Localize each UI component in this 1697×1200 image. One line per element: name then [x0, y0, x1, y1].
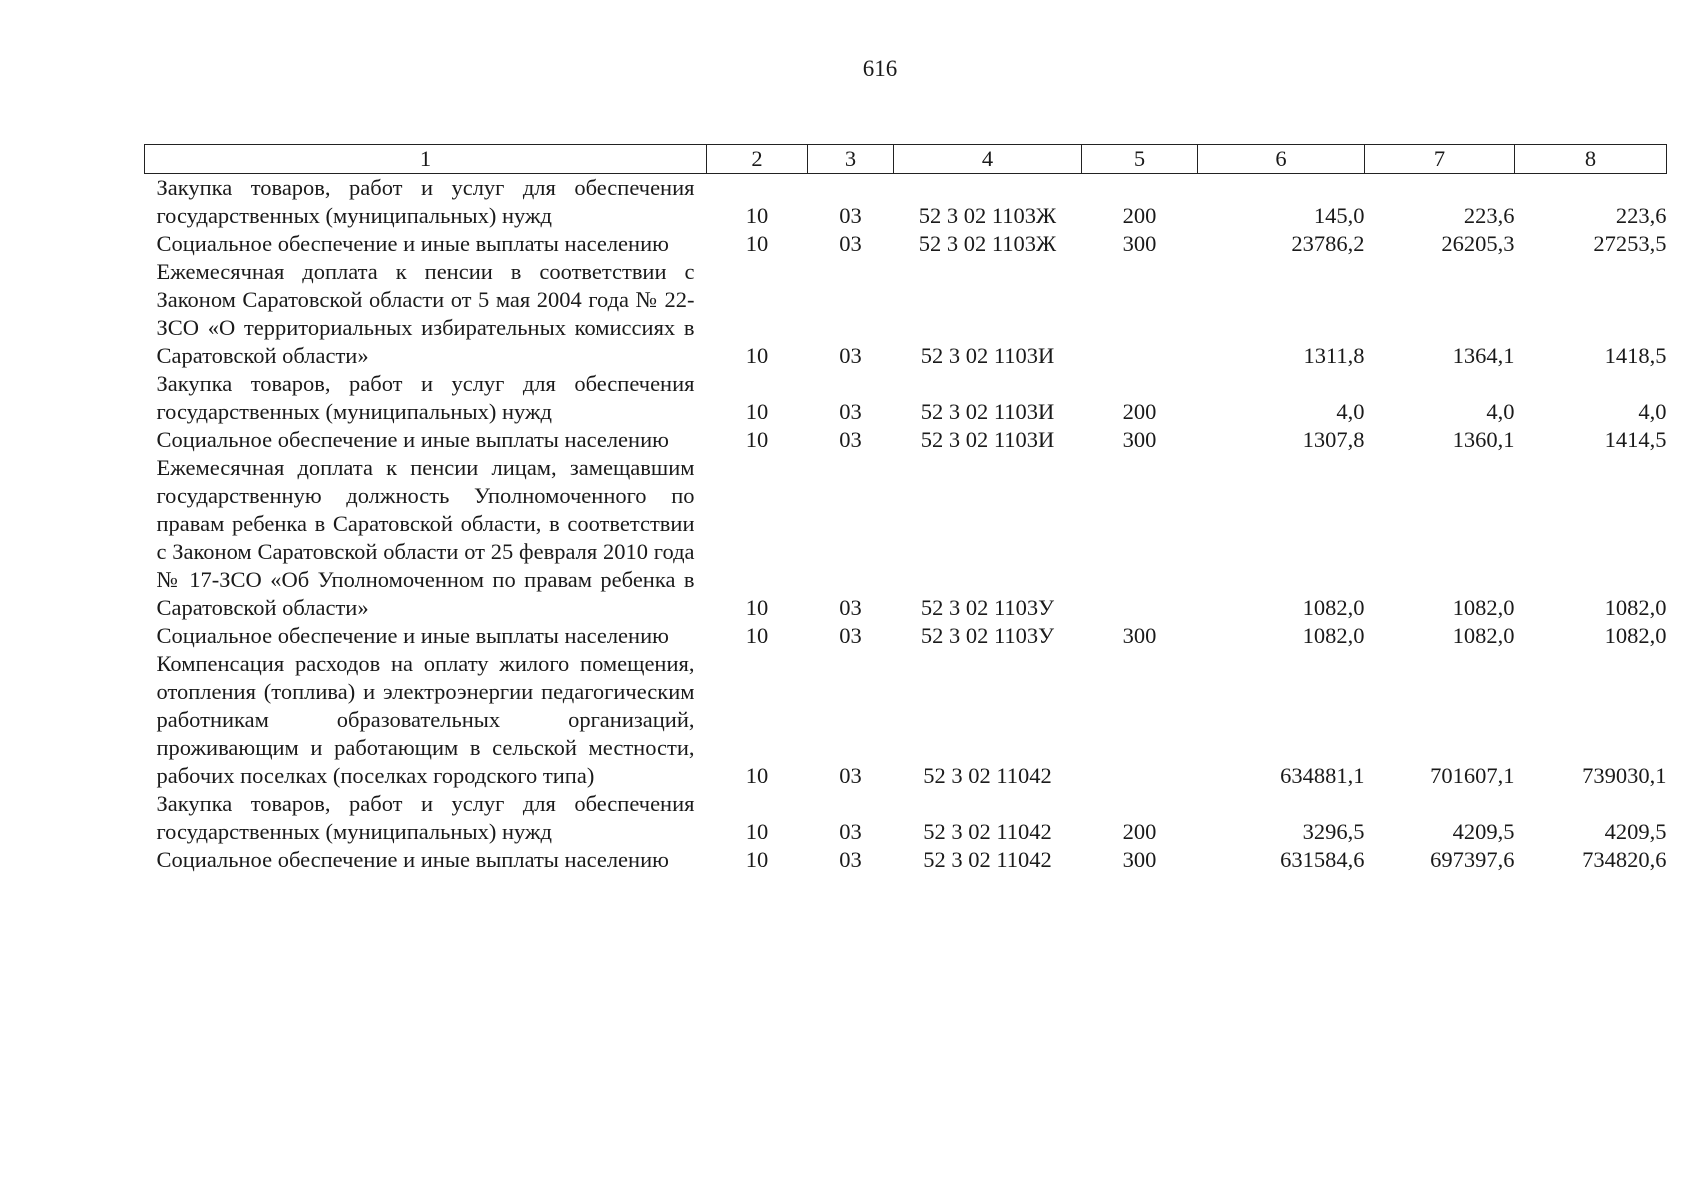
- expense-type-code: 200: [1122, 819, 1157, 844]
- section-code: 10: [745, 343, 769, 368]
- subsection-code: 03: [839, 847, 862, 872]
- section-code: 10: [745, 231, 769, 256]
- amount-col7: 697397,6: [1430, 847, 1515, 872]
- amount-col8: 27253,5: [1593, 231, 1667, 256]
- header-row: [145, 145, 1667, 174]
- column-header: 4: [894, 145, 1082, 174]
- column-header: 6: [1198, 145, 1365, 174]
- amount-col8: 1082,0: [1604, 595, 1667, 620]
- section-code: 10: [745, 427, 769, 452]
- table-header: [145, 145, 1667, 174]
- section-code: 10: [745, 763, 769, 788]
- column-header: 8: [1515, 145, 1667, 174]
- amount-col6: 1307,8: [1302, 427, 1365, 452]
- table-row: [145, 846, 1667, 874]
- section-code: 10: [745, 399, 769, 424]
- amount-col7: 1082,0: [1452, 623, 1515, 648]
- amount-col8: 4,0: [1638, 399, 1667, 424]
- amount-col8: 1082,0: [1604, 623, 1667, 648]
- row-description: Социальное обеспечение и иные выплаты населению: [156, 623, 669, 648]
- amount-col8: 1418,5: [1604, 343, 1667, 368]
- amount-col7: 1082,0: [1452, 595, 1515, 620]
- amount-col6: 145,0: [1313, 203, 1365, 228]
- amount-col7: 4209,5: [1452, 819, 1515, 844]
- target-article-code: 52 3 02 11042: [923, 847, 1052, 872]
- target-article-code: 52 3 02 1103У: [920, 623, 1055, 648]
- expense-type-code: 200: [1122, 399, 1157, 424]
- table-row: [145, 454, 1667, 622]
- amount-col7: 1360,1: [1452, 427, 1515, 452]
- expense-type-code: 300: [1122, 623, 1157, 648]
- amount-col6: 631584,6: [1280, 847, 1365, 872]
- expense-type-code: 300: [1122, 231, 1157, 256]
- row-description: Ежемесячная доплата к пенсии лицам, замещавшим государственную должность Уполномоченного по правам ребенка в Саратовской области, в соответствии с Законом Саратовской области от 25 февраля 2010 года № 17-ЗСО «Об Уполномоченном по правам ребенка в Саратовской области»: [156, 455, 695, 620]
- amount-col8: 1414,5: [1604, 427, 1667, 452]
- target-article-code: 52 3 02 11042: [923, 819, 1052, 844]
- column-header: 5: [1082, 145, 1198, 174]
- table-row: [145, 790, 1667, 846]
- amount-col6: 4,0: [1336, 399, 1365, 424]
- table-row: [145, 370, 1667, 426]
- amount-col7: 4,0: [1486, 399, 1515, 424]
- amount-col6: 634881,1: [1280, 763, 1365, 788]
- subsection-code: 03: [839, 203, 862, 228]
- row-description: Ежемесячная доплата к пенсии в соответствии с Законом Саратовской области от 5 мая 2004 года № 22-ЗСО «О территориальных избирательных комиссиях в Саратовской области»: [156, 259, 695, 368]
- column-header: 2: [707, 145, 808, 174]
- amount-col8: 734820,6: [1582, 847, 1667, 872]
- table-row: [145, 622, 1667, 650]
- column-header: 1: [145, 145, 707, 174]
- row-description: Закупка товаров, работ и услуг для обеспечения государственных (муниципальных) нужд: [156, 371, 695, 424]
- table-row: [145, 230, 1667, 258]
- amount-col7: 701607,1: [1430, 763, 1515, 788]
- budget-table: [144, 144, 1667, 874]
- amount-col7: 26205,3: [1441, 231, 1515, 256]
- target-article-code: 52 3 02 1103Ж: [918, 231, 1057, 256]
- amount-col6: 23786,2: [1291, 231, 1365, 256]
- row-description: Социальное обеспечение и иные выплаты населению: [156, 847, 669, 872]
- subsection-code: 03: [839, 231, 862, 256]
- subsection-code: 03: [839, 427, 862, 452]
- target-article-code: 52 3 02 1103И: [920, 343, 1055, 368]
- table-row: [145, 426, 1667, 454]
- table-row: [145, 174, 1667, 231]
- amount-col6: 1311,8: [1303, 343, 1365, 368]
- amount-col8: 739030,1: [1582, 763, 1667, 788]
- section-code: 10: [745, 203, 769, 228]
- expense-type-code: 200: [1122, 203, 1157, 228]
- amount-col8: 4209,5: [1604, 819, 1667, 844]
- expense-type-code: 300: [1122, 847, 1157, 872]
- page-number: 616: [862, 56, 898, 81]
- section-code: 10: [745, 847, 769, 872]
- amount-col7: 223,6: [1463, 203, 1515, 228]
- row-description: Закупка товаров, работ и услуг для обеспечения государственных (муниципальных) нужд: [156, 791, 695, 844]
- section-code: 10: [745, 819, 769, 844]
- row-description: Социальное обеспечение и иные выплаты населению: [156, 231, 669, 256]
- subsection-code: 03: [839, 623, 862, 648]
- subsection-code: 03: [839, 399, 862, 424]
- section-code: 10: [745, 595, 769, 620]
- table-body: [145, 174, 1667, 875]
- row-description: Компенсация расходов на оплату жилого помещения, отопления (топлива) и электроэнергии педагогическим работникам образовательных организаций, проживающим и работающим в сельской местности, рабочих поселках (поселках городского типа): [156, 651, 695, 788]
- expense-type-code: [1082, 454, 1198, 622]
- section-code: 10: [745, 623, 769, 648]
- subsection-code: 03: [839, 819, 862, 844]
- expense-type-code: [1082, 258, 1198, 370]
- subsection-code: 03: [839, 595, 862, 620]
- amount-col6: 1082,0: [1302, 595, 1365, 620]
- subsection-code: 03: [839, 763, 862, 788]
- expense-type-code: [1082, 650, 1198, 790]
- amount-col7: 1364,1: [1452, 343, 1515, 368]
- target-article-code: 52 3 02 1103У: [920, 595, 1055, 620]
- target-article-code: 52 3 02 1103Ж: [918, 203, 1057, 228]
- table-row: [145, 258, 1667, 370]
- subsection-code: 03: [839, 343, 862, 368]
- target-article-code: 52 3 02 1103И: [920, 399, 1055, 424]
- amount-col8: 223,6: [1615, 203, 1667, 228]
- row-description: Социальное обеспечение и иные выплаты населению: [156, 427, 669, 452]
- expense-type-code: 300: [1122, 427, 1157, 452]
- target-article-code: 52 3 02 11042: [923, 763, 1052, 788]
- column-header: 7: [1365, 145, 1515, 174]
- column-header: 3: [808, 145, 894, 174]
- amount-col6: 1082,0: [1302, 623, 1365, 648]
- target-article-code: 52 3 02 1103И: [920, 427, 1055, 452]
- table-row: [145, 650, 1667, 790]
- amount-col6: 3296,5: [1302, 819, 1365, 844]
- row-description: Закупка товаров, работ и услуг для обеспечения государственных (муниципальных) нужд: [156, 175, 695, 228]
